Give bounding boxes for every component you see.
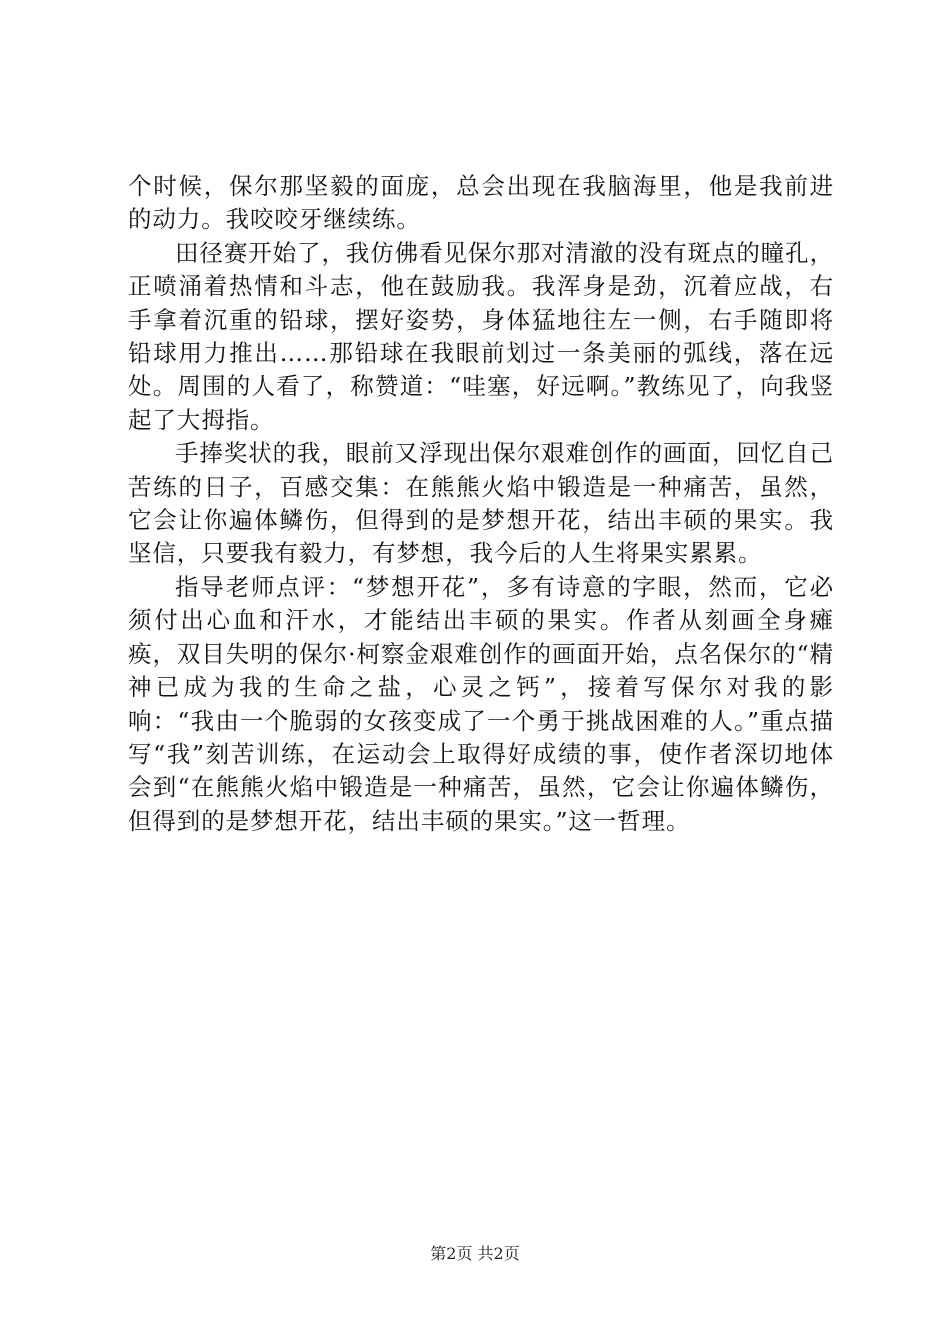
paragraph-track-meet: 田径赛开始了，我仿佛看见保尔那对清澈的没有斑点的瞳孔，正喷涌着热情和斗志，他在鼓励我。我浑身是劲，沉着应战，右手拿着沉重的铅球，摆好姿势，身体猛地往左一侧，右手随即将铅球用力推出……那铅球在我眼前划过一条美丽的弧线，落在远处。周围的人看了，称赞道：“哇塞，好远啊。”教练见了，向我竖起了大拇指。: [128, 238, 834, 434]
paragraph-award: 手捧奖状的我，眼前又浮现出保尔艰难创作的画面，回忆自己苦练的日子，百感交集：在熊熊火焰中锻造是一种痛苦，虽然，它会让你遍体鳞伤，但得到的是梦想开花，结出丰硕的果实。我坚信，只要我有毅力，有梦想，我今后的人生将果实累累。: [128, 439, 834, 568]
document-body: [128, 170, 834, 838]
page-number-footer: 第2页 共2页: [430, 1244, 520, 1263]
paragraph-teacher-comment: 指导老师点评：“梦想开花”，多有诗意的字眼，然而，它必须付出心血和汗水，才能结出丰硕的果实。作者从刻画全身瘫痪，双目失明的保尔·柯察金艰难创作的画面开始，点名保尔的“精神已成为我的生命之盐，心灵之钙”，接着写保尔对我的影响：“我由一个脆弱的女孩变成了一个勇于挑战困难的人。”重点描写“我”刻苦训练，在运动会上取得好成绩的事，使作者深切地体会到“在熊熊火焰中锻造是一种痛苦，虽然，它会让你遍体鳞伤，但得到的是梦想开花，结出丰硕的果实。”这一哲理。: [128, 572, 834, 835]
paragraph-continuation: 个时候，保尔那坚毅的面庞，总会出现在我脑海里，他是我前进的动力。我咬咬牙继续练。: [128, 172, 834, 234]
